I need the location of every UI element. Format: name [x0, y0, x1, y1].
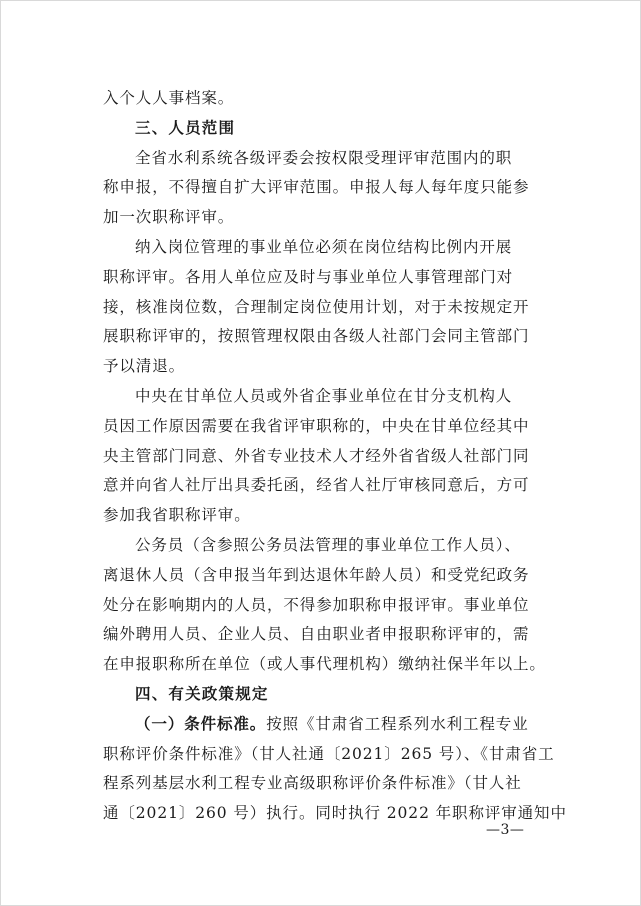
paragraph-line: 央主管部门同意、外省专业技术人才经外省省级人社部门同 [103, 446, 530, 465]
paragraph-line: 参加我省职称评审。 [103, 506, 251, 525]
section-heading-personnel-scope: 三、人员范围 [135, 118, 236, 137]
paragraph-line: 程系列基层水利工程专业高级职称评价条件标准》（甘人社 [103, 774, 522, 793]
section-heading-policy-provisions: 四、有关政策规定 [135, 684, 269, 703]
paragraph-line: 予以清退。 [103, 357, 186, 376]
paragraph-line: 职称评价条件标准》（甘人社通〔2021〕265 号）、《甘肃省工 [103, 744, 555, 763]
paragraph-line: 称申报，不得擅自扩大评审范围。申报人每人每年度只能参 [103, 178, 530, 197]
paragraph-line: 入个人人事档案。 [103, 89, 235, 107]
paragraph-line: 员因工作原因需要在我省评审职称的，中央在甘单位经其中 [103, 416, 530, 435]
paragraph-line: 全省水利系统各级评委会按权限受理评审范围内的职 [135, 148, 513, 167]
paragraph-line: 通〔2021〕260 号）执行。同时执行 2022 年职称评审通知中 [103, 804, 567, 823]
paragraph-text: 按照《甘肃省工程系列水利工程专业 [266, 714, 529, 733]
paragraph-line: 加一次职称评审。 [103, 208, 235, 227]
document-body [103, 84, 567, 829]
subsection-lead-conditions-standards: （一）条件标准。 [135, 714, 267, 733]
paragraph-line: 处分在影响期内的人员，不得参加职称申报评审。事业单位 [103, 595, 530, 614]
paragraph-line: 公务员（含参照公务员法管理的事业单位工作人员）、 [135, 535, 521, 554]
paragraph-line: 接，核准岗位数，合理制定岗位使用计划，对于未按规定开 [103, 297, 530, 316]
paragraph-line [103, 710, 551, 740]
paragraph-line: 纳入岗位管理的事业单位必须在岗位结构比例内开展 [135, 237, 513, 256]
page-number: —3— [486, 822, 525, 838]
paragraph-line: 编外聘用人员、企业人员、自由职业者申报职称评审的，需 [103, 625, 530, 644]
paragraph-line: 离退休人员（含申报当年到达退休年龄人员）和受党纪政务 [103, 565, 530, 584]
paragraph-line: 意并向省人社厅出具委托函，经省人社厅审核同意后，方可 [103, 476, 530, 495]
paragraph-line: 展职称评审的，按照管理权限由各级人社部门会同主管部门 [103, 327, 530, 346]
paragraph-line: 中央在甘单位人员或外省企事业单位在甘分支机构人 [135, 386, 513, 405]
paragraph-line: 在申报职称所在单位（或人事代理机构）缴纳社保半年以上。 [103, 655, 546, 674]
paragraph-line: 职称评审。各用人单位应及时与事业单位人事管理部门对 [103, 267, 514, 286]
